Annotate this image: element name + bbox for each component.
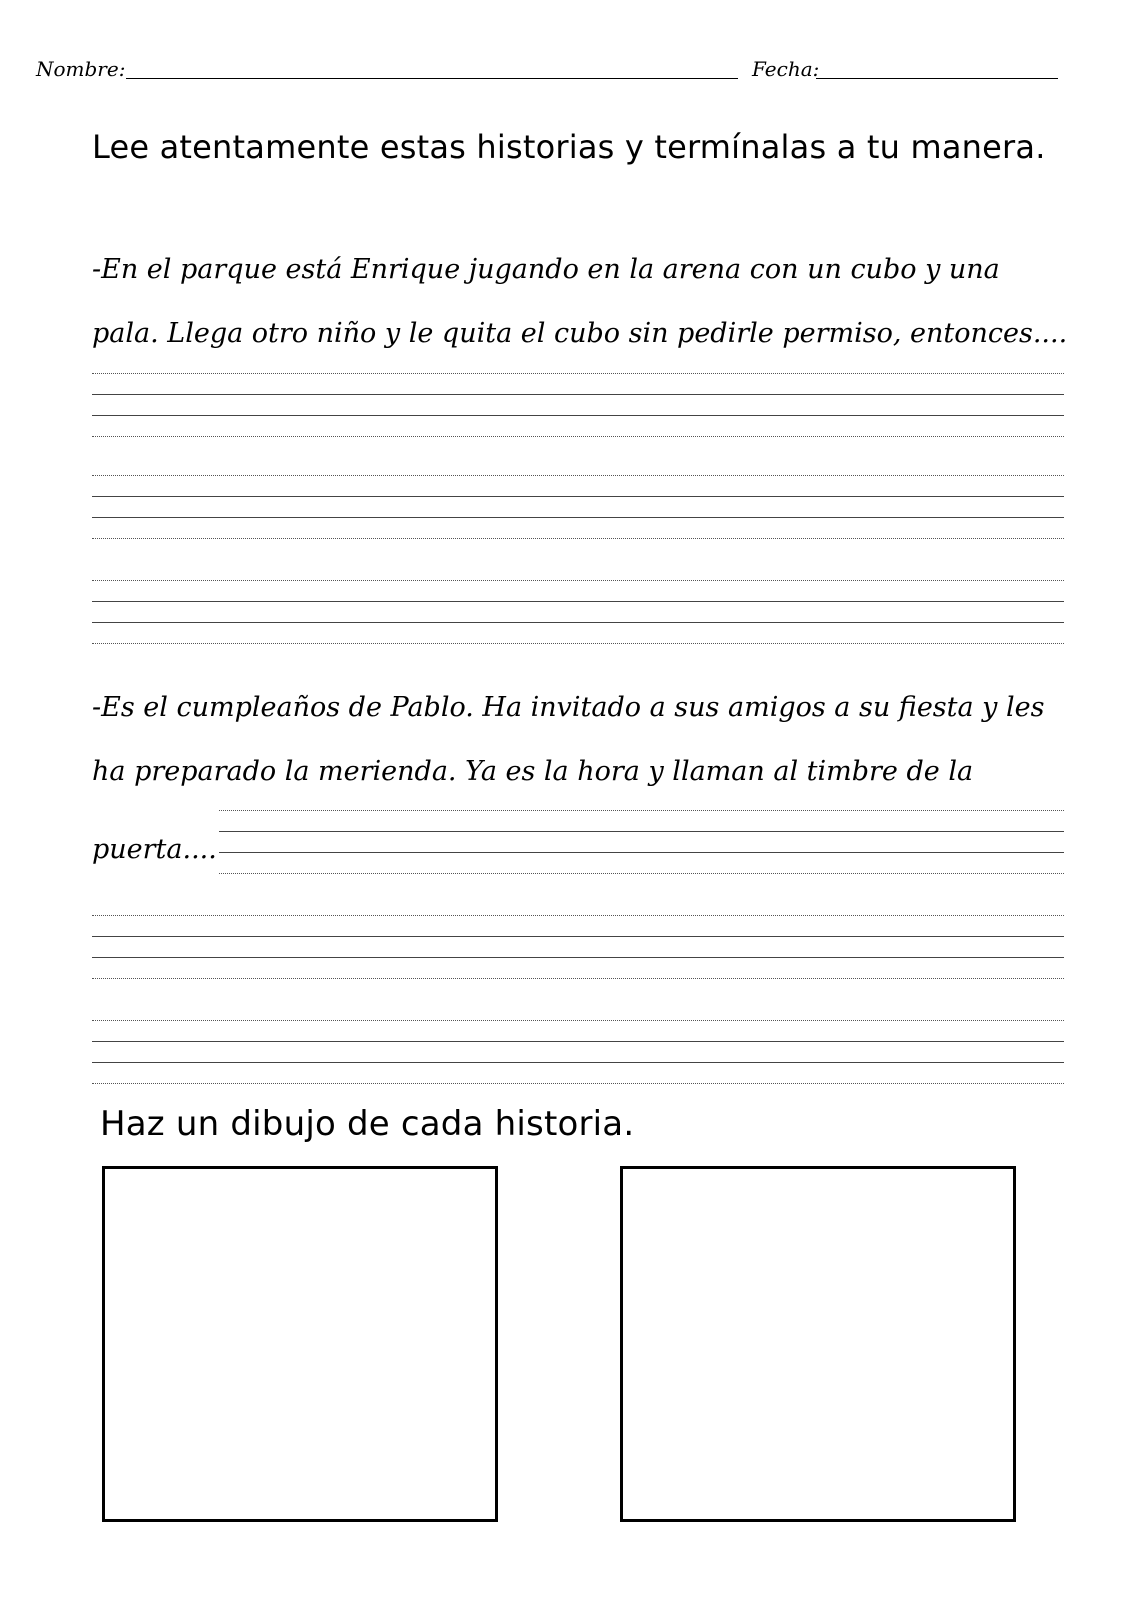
drawing-box-story-1[interactable]	[102, 1166, 498, 1522]
story-2-writing-lines-3[interactable]	[92, 1020, 1064, 1092]
story-1-writing-lines-3[interactable]	[92, 580, 1064, 652]
story-2-line-1: -Es el cumpleaños de Pablo. Ha invitado a sus amigos a su fiesta y les	[92, 692, 1045, 723]
story-2-line-3: puerta....	[92, 834, 217, 865]
drawing-box-story-2[interactable]	[620, 1166, 1016, 1522]
story-1-writing-lines-2[interactable]	[92, 475, 1064, 547]
story-1-writing-lines-1[interactable]	[92, 373, 1064, 445]
name-field-line[interactable]	[126, 78, 738, 79]
drawing-instruction: Haz un dibujo de cada historia.	[100, 1104, 635, 1144]
date-label: Fecha:	[752, 57, 820, 81]
story-2-writing-lines-1[interactable]	[219, 810, 1064, 882]
story-2-writing-lines-2[interactable]	[92, 915, 1064, 987]
story-1-line-1: -En el parque está Enrique jugando en la arena con un cubo y una	[92, 254, 1000, 285]
story-1-line-2: pala. Llega otro niño y le quita el cubo sin pedirle permiso, entonces....	[92, 318, 1068, 349]
name-label: Nombre:	[36, 57, 126, 81]
story-2-line-2: ha preparado la merienda. Ya es la hora y llaman al timbre de la	[92, 756, 974, 787]
date-field-line[interactable]	[816, 78, 1058, 79]
instruction-title: Lee atentamente estas historias y termínalas a tu manera.	[92, 128, 1046, 166]
